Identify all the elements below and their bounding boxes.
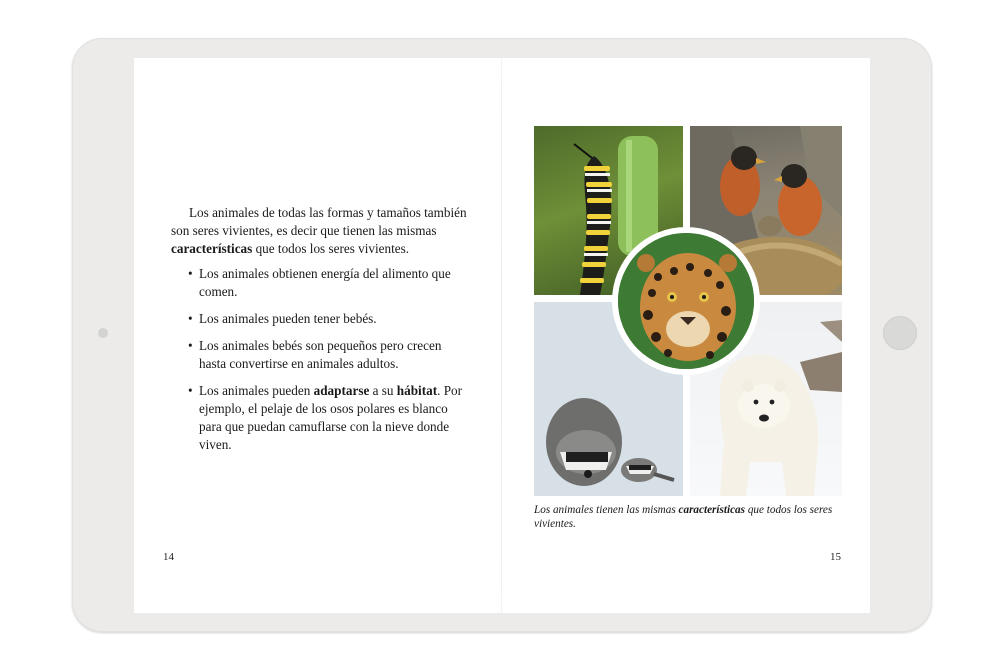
list-item-text: Los animales pueden tener bebés.	[199, 311, 377, 326]
page-number-left: 14	[163, 551, 174, 563]
list-item-text: Los animales obtienen energía del alimento que comen.	[199, 266, 451, 299]
caption-bold-term: características	[678, 504, 746, 516]
intro-text-1: Los animales de todas las formas y tamaños también son seres vivientes, es decir que tienen las mismas	[171, 205, 467, 238]
intro-paragraph	[171, 204, 471, 258]
list-item-text-2: a su	[369, 383, 397, 398]
caption-text-2: que todos los seres vivientes.	[534, 504, 833, 530]
list-item	[171, 310, 471, 328]
bullet-list	[171, 265, 471, 463]
bold-term-habitat: hábitat	[396, 383, 438, 398]
intro-text-2: que todos los seres vivientes.	[252, 241, 410, 256]
bold-term-adaptarse: adaptarse	[313, 383, 370, 398]
home-button[interactable]	[883, 316, 917, 350]
right-page	[502, 58, 870, 613]
jaguar-photo-frame	[612, 227, 760, 375]
list-item	[171, 265, 471, 301]
caption-text-1: Los animales tienen las mismas	[534, 504, 679, 516]
photo-caption	[534, 503, 834, 531]
list-item	[171, 337, 471, 373]
jaguar-photo	[618, 233, 754, 369]
tablet-frame	[72, 38, 932, 632]
camera-icon	[98, 328, 108, 338]
list-item	[171, 382, 471, 454]
list-item-text-1: Los animales pueden	[199, 383, 314, 398]
bullet-icon: •	[188, 311, 193, 326]
bullet-icon: •	[188, 338, 193, 353]
page-number-right: 15	[830, 551, 841, 563]
list-item-text-3: . Por ejemplo, el pelaje de los osos polares es blanco para que puedan camuflarse con la nieve donde viven.	[199, 383, 463, 452]
intro-bold-term: características	[171, 241, 253, 256]
photo-collage	[534, 126, 842, 496]
left-page	[134, 58, 501, 613]
ebook-screen	[134, 58, 870, 613]
list-item-text: Los animales bebés son pequeños pero crecen hasta convertirse en animales adultos.	[199, 338, 442, 371]
bullet-icon: •	[188, 383, 193, 398]
bullet-icon: •	[188, 266, 193, 281]
